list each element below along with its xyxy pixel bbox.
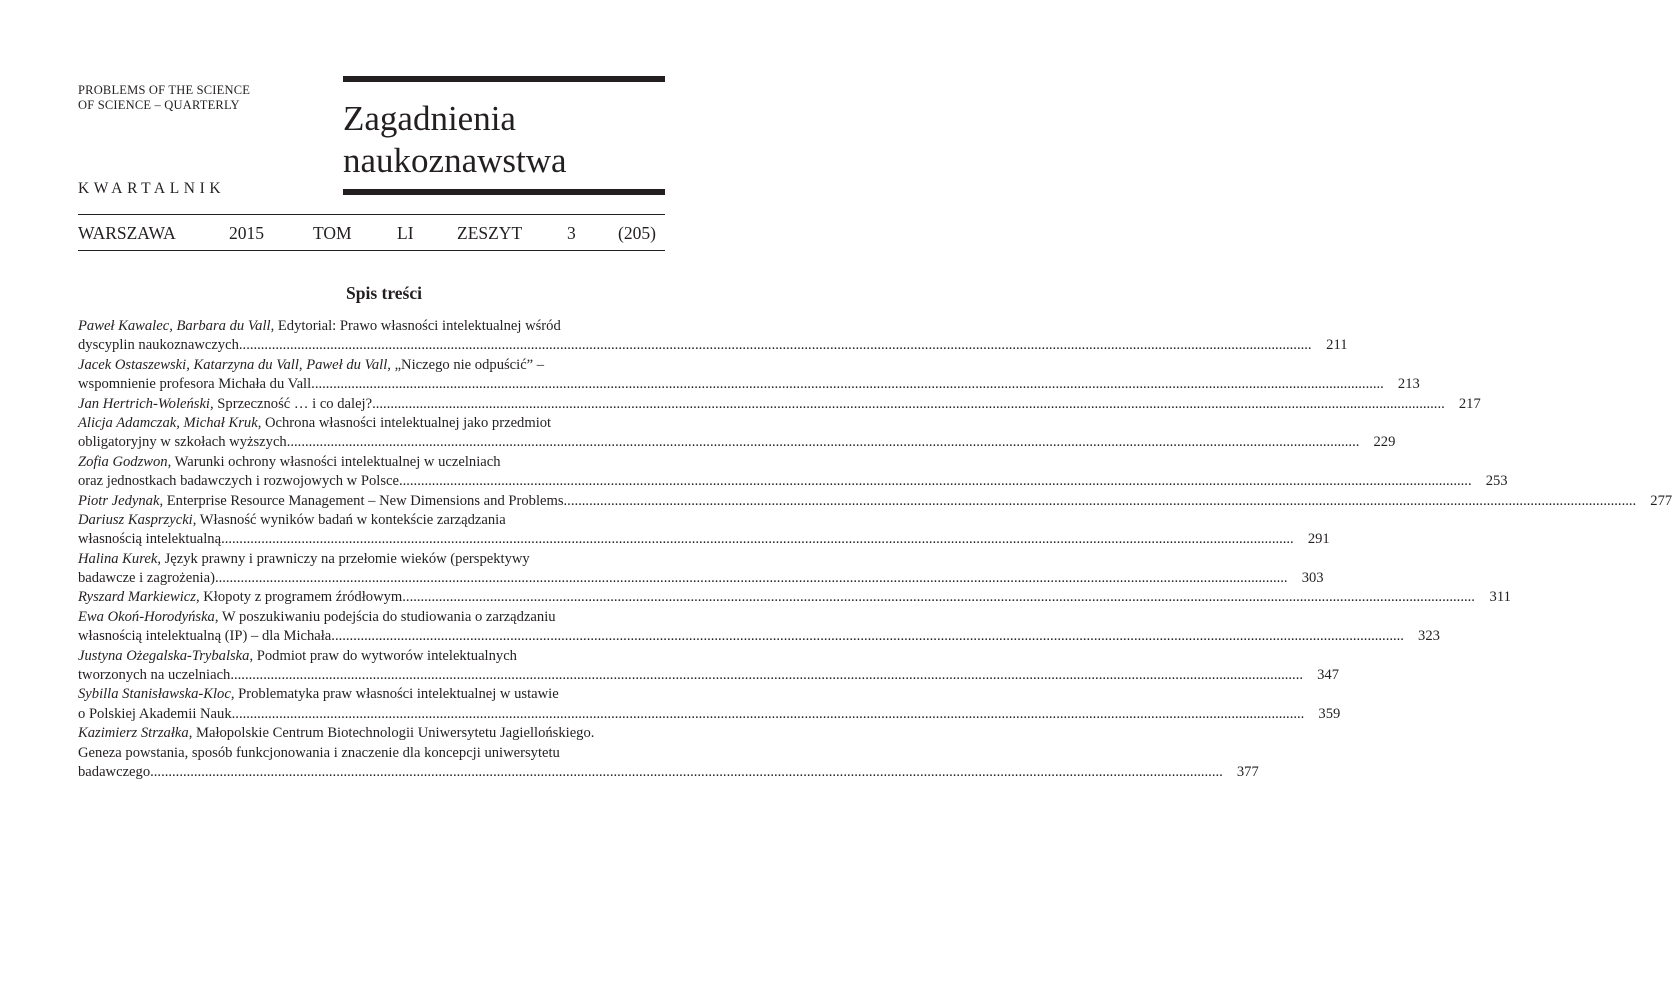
entry-page: 217 bbox=[1458, 395, 1481, 412]
entry-page: 213 bbox=[1397, 376, 1420, 393]
leader-dots bbox=[399, 472, 1472, 491]
entry-title: , Ochrona własności intelektualnej jako przedmiot bbox=[257, 414, 552, 431]
entry-authors: Jacek Ostaszewski, Katarzyna du Vall, Paweł du Vall bbox=[78, 356, 388, 373]
entry-page: 347 bbox=[1317, 667, 1339, 684]
entry-page: 303 bbox=[1301, 570, 1324, 587]
entry-page: 229 bbox=[1373, 434, 1396, 451]
entry-title-cont: badawczego bbox=[78, 763, 151, 780]
entry-authors: Kazimierz Strzałka bbox=[78, 725, 189, 742]
leader-dots bbox=[311, 375, 1384, 394]
entry-page: 277 bbox=[1650, 492, 1672, 509]
meta-issue-number: (205) bbox=[618, 223, 656, 243]
toc-entry[interactable] bbox=[78, 647, 1339, 686]
entry-title-cont: obligatoryjny w szkołach wyższych bbox=[78, 434, 287, 451]
toc-entry[interactable] bbox=[78, 550, 1324, 589]
entry-authors: Sybilla Stanisławska-Kloc bbox=[78, 686, 231, 703]
entry-title: , Kłopoty z programem źródłowym bbox=[195, 589, 403, 606]
toc-entry[interactable] bbox=[78, 724, 1259, 782]
leader-dots bbox=[215, 569, 1288, 588]
entry-title-cont: tworzonych na uczelniach bbox=[78, 667, 231, 684]
kwartalnik-label: KWARTALNIK bbox=[78, 180, 226, 197]
entry-title: , Podmiot praw do wytworów intelektualnych bbox=[249, 647, 517, 664]
entry-title: , Język prawny i prawniczy na przełomie wieków (perspektywy bbox=[157, 550, 530, 567]
meta-zeszyt-label: ZESZYT bbox=[457, 223, 523, 243]
entry-authors: Piotr Jedynak bbox=[78, 492, 160, 509]
entry-title: , Edytorial: Prawo własności intelektualnej wśród bbox=[270, 318, 561, 334]
journal-title-line-2: naukoznawstwa bbox=[343, 141, 567, 180]
toc-entry[interactable] bbox=[78, 414, 1396, 453]
entry-title: , „Niczego nie odpuścić” – bbox=[387, 356, 545, 373]
journal-title bbox=[343, 98, 567, 182]
entry-authors: Dariusz Kasprzycki bbox=[78, 511, 193, 528]
leader-dots bbox=[331, 627, 1404, 646]
entry-title-cont: własnością intelektualną (IP) – dla Michała bbox=[78, 628, 332, 645]
entry-title: , Enterprise Resource Management – New Dimensions and Problems bbox=[159, 492, 564, 509]
meta-tom-label: TOM bbox=[313, 223, 352, 243]
entry-title: , Sprzeczność … i co dalej? bbox=[210, 395, 373, 412]
title-bottom-bar bbox=[343, 189, 665, 195]
toc-entry[interactable] bbox=[78, 453, 1508, 492]
leader-dots bbox=[564, 492, 1637, 511]
entry-authors: Jan Hertrich-Woleński bbox=[78, 395, 210, 412]
entry-page: 291 bbox=[1307, 531, 1330, 548]
meta-top-rule bbox=[78, 214, 665, 215]
title-top-bar bbox=[343, 76, 665, 82]
toc-entry[interactable] bbox=[78, 685, 1341, 724]
entry-page: 211 bbox=[1326, 337, 1348, 354]
entry-page: 359 bbox=[1318, 705, 1341, 722]
toc-entry[interactable] bbox=[78, 492, 1672, 511]
entry-title: , Własność wyników badań w kontekście zarządzania bbox=[192, 511, 506, 528]
entry-title: , Warunki ochrony własności intelektualnej w uczelniach bbox=[167, 453, 501, 470]
leader-dots bbox=[150, 763, 1223, 782]
meta-bottom-rule bbox=[78, 250, 665, 251]
series-title-line-2: OF SCIENCE – QUARTERLY bbox=[78, 98, 240, 112]
entry-title-cont: Geneza powstania, sposób funkcjonowania i znaczenie dla koncepcji uniwersytetu bbox=[78, 744, 560, 761]
toc-title: Spis treści bbox=[346, 283, 422, 303]
entry-title-cont: własnością intelektualną bbox=[78, 531, 222, 548]
entry-title-cont: badawcze i zagrożenia) bbox=[78, 570, 215, 587]
series-title-line-1: PROBLEMS OF THE SCIENCE bbox=[78, 83, 251, 97]
entry-authors: Justyna Ożegalska-Trybalska bbox=[78, 647, 250, 664]
toc-entry[interactable] bbox=[78, 511, 1330, 550]
meta-year: 2015 bbox=[229, 223, 264, 243]
entry-authors: Ryszard Markiewicz bbox=[78, 589, 196, 606]
entry-title: , Problematyka praw własności intelektualnej w ustawie bbox=[230, 686, 559, 703]
leader-dots bbox=[232, 705, 1305, 724]
toc-entry[interactable] bbox=[78, 317, 1348, 356]
leader-dots bbox=[239, 336, 1312, 355]
meta-tom-value: LI bbox=[397, 223, 414, 243]
toc-entry[interactable] bbox=[78, 608, 1440, 647]
entry-title-cont: dyscyplin naukoznawczych bbox=[78, 337, 239, 354]
leader-dots bbox=[230, 666, 1303, 685]
entry-authors: Halina Kurek bbox=[78, 550, 158, 567]
entry-authors: Ewa Okoń-Horodyńska bbox=[78, 608, 215, 625]
entry-authors: Paweł Kawalec, Barbara du Vall bbox=[78, 318, 271, 334]
entry-title-cont: o Polskiej Akademii Nauk bbox=[78, 705, 232, 722]
entry-page: 253 bbox=[1485, 473, 1508, 490]
entry-page: 311 bbox=[1489, 589, 1511, 606]
meta-city: WARSZAWA bbox=[78, 223, 176, 243]
leader-dots bbox=[402, 588, 1475, 607]
meta-zeszyt-value: 3 bbox=[567, 223, 576, 243]
entry-title: , Małopolskie Centrum Biotechnologii Uniwersytetu Jagiellońskiego. bbox=[188, 725, 595, 742]
journal-title-line-1: Zagadnienia bbox=[343, 99, 516, 138]
toc-entry[interactable] bbox=[78, 395, 1481, 414]
entry-page: 377 bbox=[1236, 763, 1259, 780]
leader-dots bbox=[372, 395, 1445, 414]
toc-entry[interactable] bbox=[78, 356, 1420, 395]
entry-title-cont: oraz jednostkach badawczych i rozwojowych w Polsce bbox=[78, 473, 399, 490]
leader-dots bbox=[287, 433, 1360, 452]
series-title bbox=[78, 83, 250, 113]
table-of-contents bbox=[78, 317, 1672, 782]
entry-authors: Alicja Adamczak, Michał Kruk bbox=[78, 414, 258, 431]
entry-authors: Zofia Godzwon bbox=[78, 453, 168, 470]
toc-entry[interactable] bbox=[78, 588, 1511, 607]
entry-title-cont: wspomnienie profesora Michała du Vall bbox=[78, 376, 312, 393]
leader-dots bbox=[221, 530, 1294, 549]
entry-title: , W poszukiwaniu podejścia do studiowania o zarządzaniu bbox=[214, 608, 556, 625]
entry-page: 323 bbox=[1418, 628, 1440, 645]
